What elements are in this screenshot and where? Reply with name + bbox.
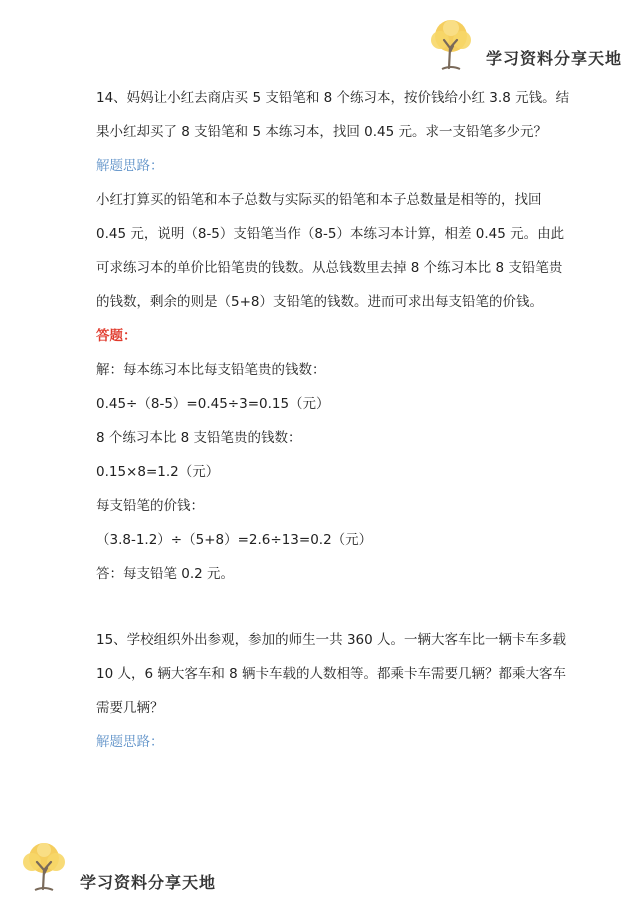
q14-solution-5: 每支铅笔的价钱： — [96, 498, 204, 514]
q15-hint-label: 解题思路： — [96, 734, 164, 750]
q14-solution-7: 答：每支铅笔 0.2 元。 — [96, 566, 235, 582]
q14-hint-line-1: 小红打算买的铅笔和本子总数与实际买的铅笔和本子总数量是相等的，找回 — [96, 192, 542, 208]
q14-hint-line-4: 的钱数，剩余的则是（5+8）支铅笔的钱数。进而可求出每支铅笔的价钱。 — [96, 294, 543, 310]
q14-line-2: 果小红却买了 8 支铅笔和 5 本练习本，找回 0.45 元。求一支铅笔多少元？ — [96, 124, 547, 140]
q14-solution-3: 8 个练习本比 8 支铅笔贵的钱数： — [96, 430, 302, 446]
brand-name: 学习资料分享天地 — [80, 873, 217, 892]
q14-hint-line-2: 0.45 元，说明（8-5）支铅笔当作（8-5）本练习本计算，相差 0.45 元。由此 — [96, 226, 565, 242]
q15-line-2: 10 人，6 辆大客车和 8 辆卡车载的人数相等。都乘卡车需要几辆？都乘大客车 — [96, 666, 567, 682]
q14-solution-2: 0.45÷（8-5）=0.45÷3=0.15（元） — [96, 396, 330, 412]
q14-hint-label: 解题思路： — [96, 158, 164, 174]
q14-answer-label: 答题： — [96, 328, 137, 344]
q14-solution-6: （3.8-1.2）÷（5+8）=2.6÷13=0.2（元） — [96, 532, 373, 548]
q14-solution-1: 解：每本练习本比每支铅笔贵的钱数： — [96, 362, 326, 378]
brand-name: 学习资料分享天地 — [486, 49, 623, 68]
tree-logo-icon — [18, 842, 70, 892]
q15-line-1: 15、学校组织外出参观，参加的师生一共 360 人。一辆大客车比一辆卡车多载 — [96, 632, 567, 648]
q14-hint-line-3: 可求练习本的单价比铅笔贵的钱数。从总钱数里去掉 8 个练习本比 8 支铅笔贵 — [96, 260, 563, 276]
tree-logo-icon — [426, 18, 476, 72]
q14-solution-4: 0.15×8=1.2（元） — [96, 464, 220, 480]
q15-line-3: 需要几辆？ — [96, 700, 164, 716]
q14-line-1: 14、妈妈让小红去商店买 5 支铅笔和 8 个练习本，按价钱给小红 3.8 元钱。结 — [96, 90, 570, 106]
